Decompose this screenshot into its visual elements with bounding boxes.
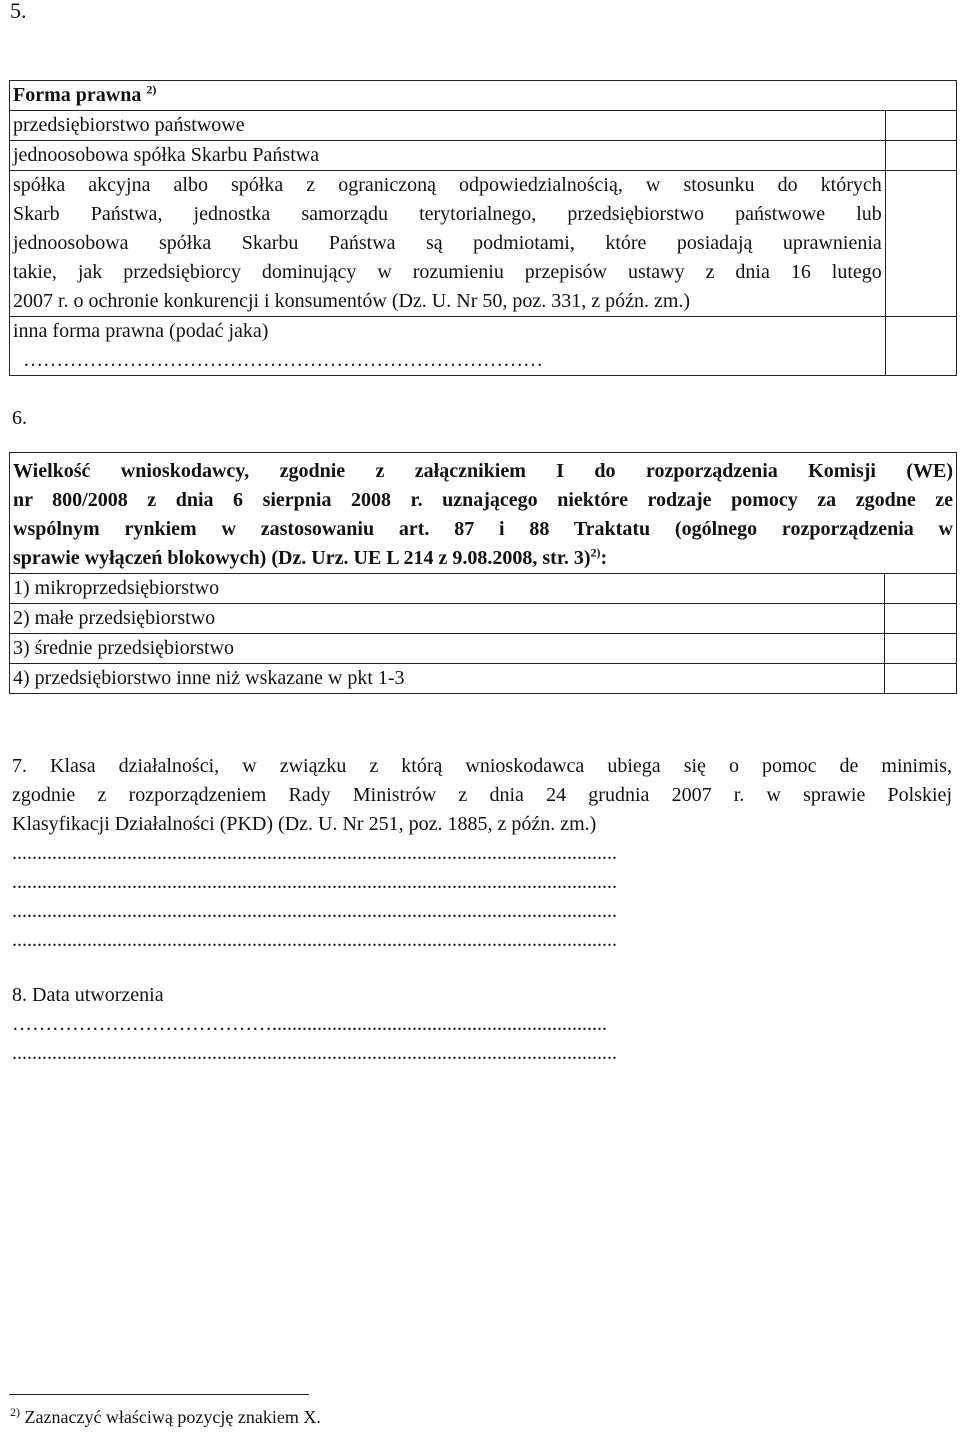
applicant-size-header-line: nr 800/2008 z dnia 6 sierpnia 2008 r. uznającego niektóre rodzaje pomocy za zgodne ze (13, 489, 953, 511)
footnote-ref: 2) (590, 545, 601, 560)
activity-class-line: zgodnie z rozporządzeniem Rady Ministrów z dnia 24 grudnia 2007 r. w sprawie Polskiej (12, 784, 952, 806)
option-other-size: 4) przedsiębiorstwo inne niż wskazane w pkt 1-3 (10, 664, 885, 694)
legal-form-table (9, 80, 957, 376)
option-public-company-line: jednoosobowa spółka Skarbu Państwa są podmiotami, które posiadają uprawnienia (13, 232, 882, 254)
creation-date-section (12, 981, 952, 1068)
activity-class-input-dots[interactable]: ......................................................................................................................... (12, 842, 617, 864)
activity-class-line: 7. Klasa działalności, w związku z którą wnioskodawca ubiega się o pomoc de minimis, (12, 755, 952, 777)
creation-date-title: 8. Data utworzenia (12, 984, 164, 1006)
checkbox-other-size[interactable] (885, 664, 957, 694)
option-medium: 3) średnie przedsiębiorstwo (10, 634, 885, 664)
legal-form-title: Forma prawna (13, 84, 142, 106)
footnote-separator (9, 1394, 309, 1395)
option-public-company-line: Skarb Państwa, jednostka samorządu terytorialnego, przedsiębiorstwo państwowe lub (13, 203, 882, 225)
applicant-size-header-line (13, 544, 953, 573)
activity-class-input-dots[interactable]: ......................................................................................................................... (12, 929, 617, 951)
applicant-size-header-cell (10, 453, 957, 574)
applicant-size-header-line: Wielkość wnioskodawcy, zgodnie z załącznikiem I do rozporządzenia Komisji (WE) (13, 460, 953, 482)
footnote-marker: 2) (10, 1405, 20, 1419)
checkbox-small[interactable] (885, 604, 957, 634)
option-public-company-cell (10, 171, 886, 317)
legal-form-title-cell (10, 81, 886, 111)
option-small: 2) małe przedsiębiorstwo (10, 604, 885, 634)
activity-class-input-dots[interactable]: ......................................................................................................................... (12, 871, 617, 893)
applicant-size-header-line: wspólnym rynkiem w zastosowaniu art. 87 i 88 Traktatu (ogólnego rozporządzenia w (13, 518, 953, 540)
header-colon: : (600, 547, 608, 569)
option-public-company-line: spółka akcyjna albo spółka z ograniczoną odpowiedzialnością, w stosunku do których (13, 174, 882, 196)
section-5-number: 5. (10, 0, 27, 23)
empty-cell (885, 81, 956, 111)
option-public-company-line: 2007 r. o ochronie konkurencji i konsumentów (Dz. U. Nr 50, poz. 331, z późn. zm.) (13, 290, 691, 312)
checkbox-medium[interactable] (885, 634, 957, 664)
option-other-form: inna forma prawna (podać jaka) (13, 320, 269, 342)
other-form-input-dots[interactable]: …………………………………………………………………… (23, 349, 543, 371)
option-treasury-company: jednoosobowa spółka Skarbu Państwa (10, 141, 886, 171)
checkbox-micro[interactable] (885, 574, 957, 604)
creation-date-input-dots[interactable]: …………………………………................................................................... (12, 1013, 607, 1035)
footnote (10, 1405, 321, 1429)
activity-class-input-dots[interactable]: ......................................................................................................................... (12, 900, 617, 922)
creation-date-input-dots[interactable]: ......................................................................................................................... (12, 1042, 617, 1064)
checkbox-other-form[interactable] (885, 317, 956, 376)
checkbox-public-company[interactable] (885, 171, 956, 317)
checkbox-treasury-company[interactable] (885, 141, 956, 171)
option-public-company-line: takie, jak przedsiębiorcy dominujący w rozumieniu przepisów ustawy z dnia 16 lutego (13, 261, 882, 283)
activity-class-section (12, 752, 952, 955)
checkbox-state-enterprise[interactable] (885, 111, 956, 141)
section-6-number: 6. (12, 407, 27, 429)
option-micro: 1) mikroprzedsiębiorstwo (10, 574, 885, 604)
footnote-ref: 2) (146, 82, 157, 97)
applicant-size-table (9, 452, 957, 694)
applicant-size-header-last: sprawie wyłączeń blokowych) (Dz. Urz. UE L 214 z 9.08.2008, str. 3) (13, 547, 591, 569)
option-other-form-cell (10, 317, 886, 376)
option-state-enterprise: przedsiębiorstwo państwowe (10, 111, 886, 141)
footnote-text: Zaznaczyć właściwą pozycję znakiem X. (20, 1407, 321, 1427)
activity-class-line: Klasyfikacji Działalności (PKD) (Dz. U. Nr 251, poz. 1885, z późn. zm.) (12, 813, 597, 835)
